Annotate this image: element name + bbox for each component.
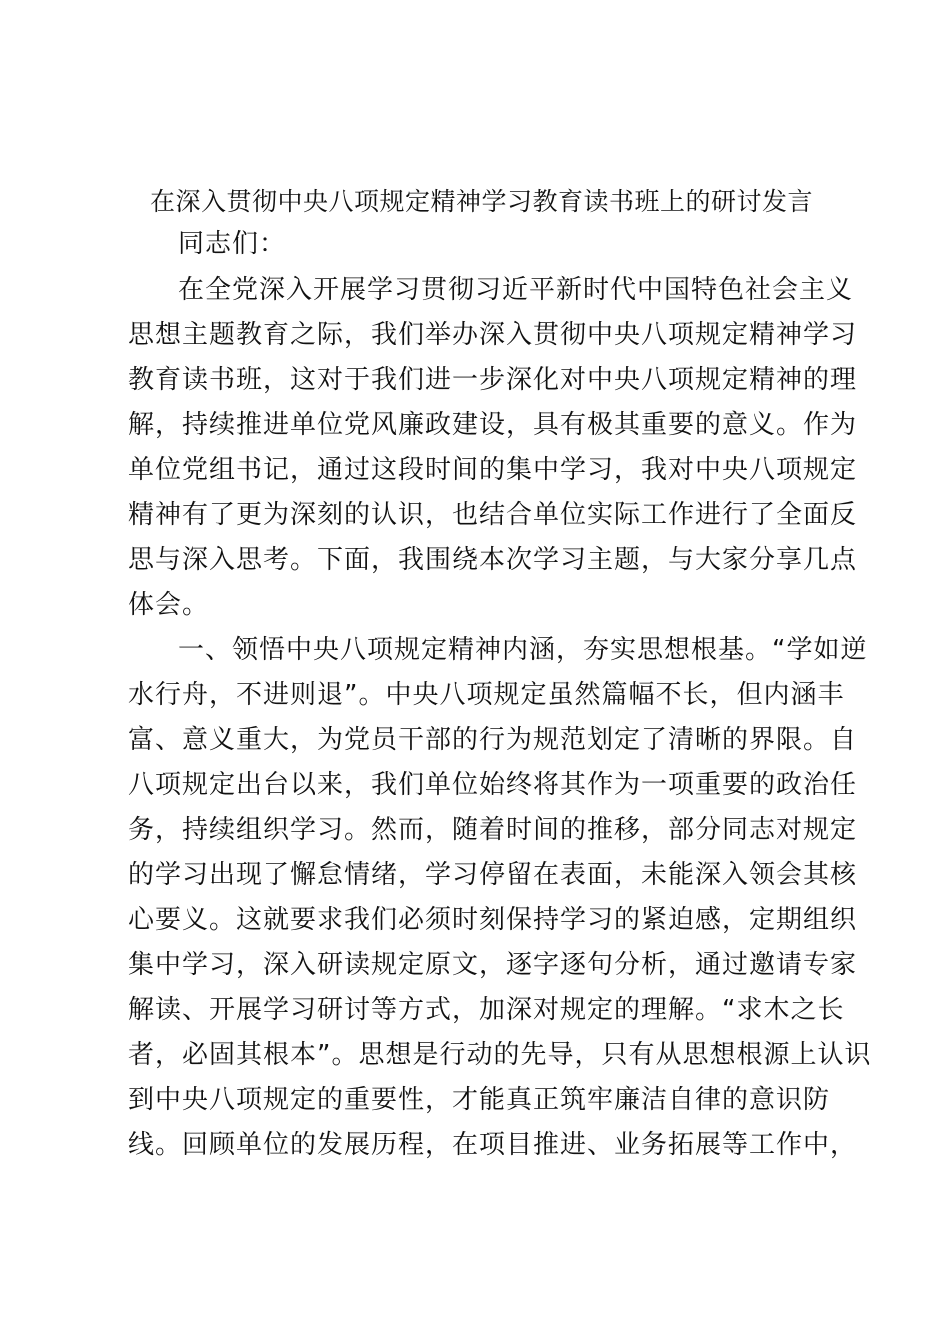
paragraph-line: 八项规定出台以来，我们单位始终将其作为一项重要的政治任 xyxy=(128,770,858,800)
salutation: 同志们： xyxy=(178,229,287,259)
section-heading-line: 一、领悟中央八项规定精神内涵，夯实思想根基。“学如逆 xyxy=(178,635,868,665)
paragraph-line: 思想主题教育之际，我们举办深入贯彻中央八项规定精神学习 xyxy=(128,320,858,350)
document-title: 在深入贯彻中央八项规定精神学习教育读书班上的研讨发言 xyxy=(150,187,814,216)
paragraph-line: 解，持续推进单位党风廉政建设，具有极其重要的意义。作为 xyxy=(128,410,858,440)
paragraph-line: 到中央八项规定的重要性，才能真正筑牢廉洁自律的意识防 xyxy=(128,1085,831,1115)
paragraph-line: 的学习出现了懈怠情绪，学习停留在表面，未能深入领会其核 xyxy=(128,860,858,890)
paragraph-line: 单位党组书记，通过这段时间的集中学习，我对中央八项规定 xyxy=(128,455,858,485)
paragraph-line: 者，必固其根本”。思想是行动的先导，只有从思想根源上认识 xyxy=(128,1040,872,1070)
paragraph-line: 务，持续组织学习。然而，随着时间的推移，部分同志对规定 xyxy=(128,815,858,845)
paragraph-line: 富、意义重大，为党员干部的行为规范划定了清晰的界限。自 xyxy=(128,725,858,755)
paragraph-line: 思与深入思考。下面，我围绕本次学习主题，与大家分享几点 xyxy=(128,545,858,575)
paragraph-line: 教育读书班，这对于我们进一步深化对中央八项规定精神的理 xyxy=(128,365,858,395)
paragraph-line: 水行舟，不进则退”。中央八项规定虽然篇幅不长，但内涵丰 xyxy=(128,680,845,710)
paragraph-line: 体会。 xyxy=(128,590,210,620)
paragraph-line: 心要义。这就要求我们必须时刻保持学习的紧迫感，定期组织 xyxy=(128,905,858,935)
paragraph-line: 线。回顾单位的发展历程，在项目推进、业务拓展等工作中， xyxy=(128,1130,858,1160)
paragraph-line: 集中学习，深入研读规定原文，逐字逐句分析，通过邀请专家 xyxy=(128,950,858,980)
paragraph-line: 在全党深入开展学习贯彻习近平新时代中国特色社会主义 xyxy=(178,275,854,305)
paragraph-line: 解读、开展学习研讨等方式，加深对规定的理解。“求木之长 xyxy=(128,995,845,1025)
paragraph-line: 精神有了更为深刻的认识，也结合单位实际工作进行了全面反 xyxy=(128,500,858,530)
